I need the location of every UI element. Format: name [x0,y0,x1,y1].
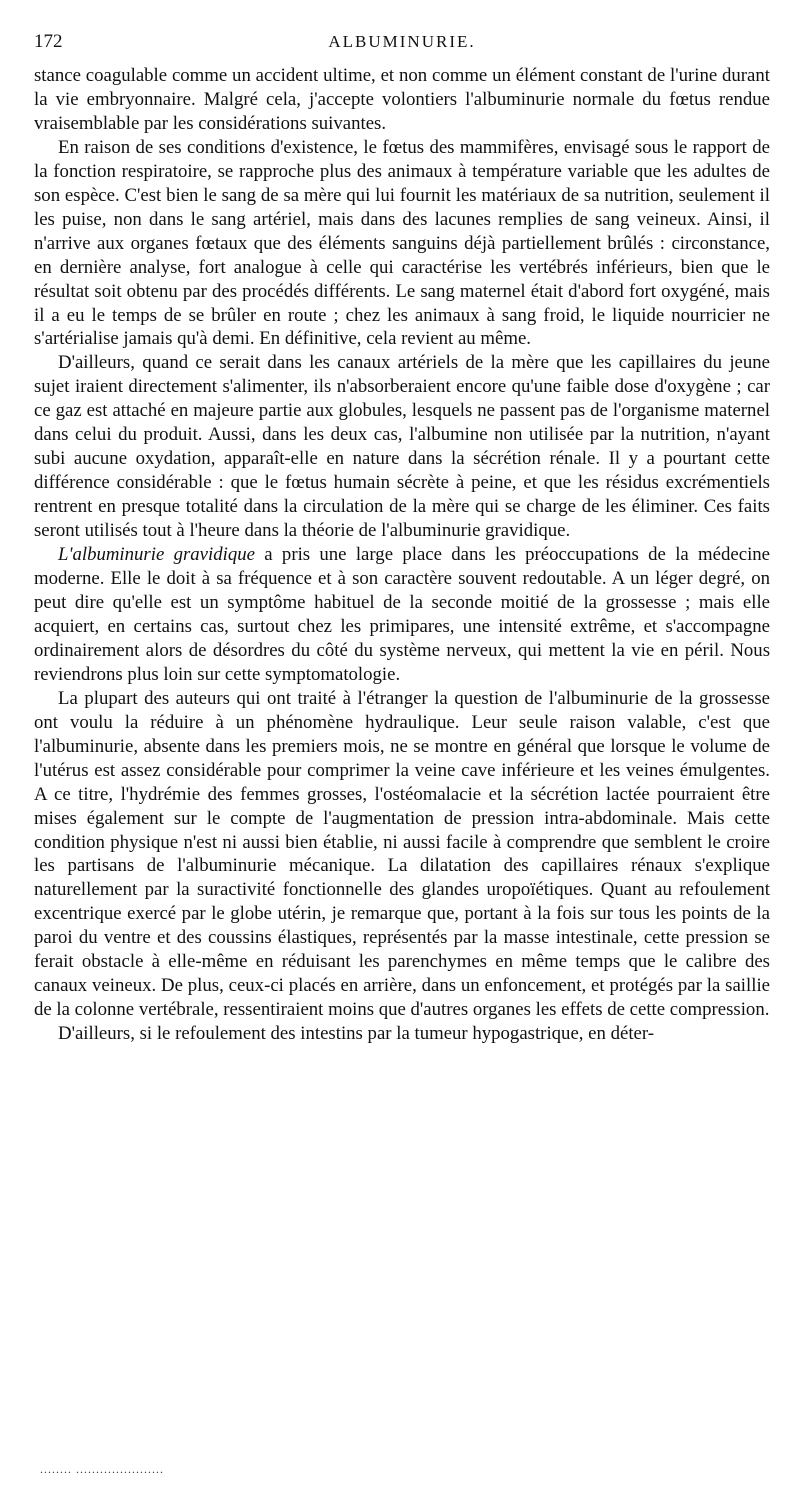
footer-dots: ........ ...................... [40,1462,164,1476]
paragraph-text: La plupart des auteurs qui ont traité à l'étranger la question de l'albuminurie de la grossesse ont voulu la réduire à un phénomène hydraulique. Leur seule raison valable, c'est que l'albuminurie, absente dans les premiers mois, ne se montre en général que lorsque le volume de l'utérus est assez considérable pour comprimer la veine cave inférieure et les veines émulgentes. A ce titre, l'hydrémie des femmes grosses, l'ostéomalacie et la sécrétion lactée pourraient être mises également sur le compte de l'augmentation de pression intra-abdominale. Mais cette condition physique n'est ni aussi bien établie, ni aussi facile à comprendre que semblent le croire les partisans de l'albuminurie mécanique. La dilatation des capillaires rénaux s'explique naturellement par la suractivité fonctionnelle des glandes uropoïétiques. Quant au refoulement excentrique exercé par le globe utérin, je remarque que, portant à la fois sur tous les points de la paroi du ventre et des coussins élastiques, représentés par la masse intestinale, cette pression se ferait obstacle à elle-même en réduisant les parenchymes en même temps que le calibre des canaux veineux. De plus, ceux-ci placés en arrière, dans un enfoncement, et protégés par la saillie de la colonne vertébrale, ressentiraient moins que d'autres organes les effets de cette compression. [34,687,770,1021]
paragraph-hydraulic-theory [34,687,770,1022]
paragraph-continuation [34,64,770,136]
paragraph-fetal-respiration [34,136,770,352]
italic-term: L'albuminurie gravidique [58,544,255,566]
paragraph-text: En raison de ses conditions d'existence, le fœtus des mammifères, envisagé sous le rapport de la fonction respiratoire, se rapproche plus des animaux à température variable que les adultes de son espèce. C'est bien le sang de sa mère qui lui fournit les matériaux de sa nutrition, seulement il les puise, non dans le sang artériel, mais dans des lacunes remplies de sang veineux. Ainsi, il n'arrive aux organes fœtaux que des éléments sanguins déjà partiellement brûlés : circonstance, en dernière analyse, fort analogue à celle qui caractérise les vertébrés inférieurs, bien que le résultat soit obtenu par des procédés différents. Le sang maternel était d'abord fort oxygéné, mais il a eu le temps de se brûler en route ; chez les animaux à sang froid, le liquide nourricier ne s'artérialise jamais qu'à demi. En définitive, cela revient au même. [34,136,770,350]
paragraph-text: a pris une large place dans les préoccupations de la médecine moderne. Elle le doit à sa fréquence et à son caractère souvent redoutable. A un léger degré, on peut dire qu'elle est un symptôme habituel de la seconde moitié de la grossesse ; mais elle acquiert, en certains cas, surtout chez les primipares, une intensité extrême, et s'accompagne ordinairement alors de désordres du côté du système nerveux, qui mettent la vie en péril. Nous reviendrons plus loin sur cette symptomatologie. [34,544,771,685]
body-text [34,64,770,1046]
paragraph-arterial-canals [34,351,770,543]
paragraph-intestines [34,1022,770,1046]
paragraph-text: D'ailleurs, quand ce serait dans les canaux artériels de la mère que les capillaires du jeune sujet iraient directement s'alimenter, ils n'absorberaient encore qu'une faible dose d'oxygène ; car ce gaz est attaché en majeure partie aux globules, lesquels ne passent pas de l'organisme maternel dans celui du produit. Aussi, dans les deux cas, l'albumine non utilisée par la nutrition, n'ayant subi aucune oxydation, apparaît-elle en nature dans la sécrétion rénale. Il y a pourtant cette différence considérable : que le fœtus humain sécrète à peine, et que les résidus excrémentiels rentrent en presque totalité dans la circulation de la mère qui se charge de les éliminer. Ces faits seront utilisés tout à l'heure dans la théorie de l'albuminurie gravidique. [34,352,770,542]
page-number: 172 [34,31,63,52]
paragraph-text: stance coagulable comme un accident ultime, et non comme un élément constant de l'urine durant la vie embryonnaire. Malgré cela, j'accepte volontiers l'albuminurie normale du fœtus rendue vraisemblable par les considérations suivantes. [34,65,770,134]
paragraph-text: D'ailleurs, si le refoulement des intestins par la tumeur hypogastrique, en déter- [58,1023,655,1045]
running-title: ALBUMINURIE. [328,32,476,51]
paragraph-gravidic-albuminuria [34,543,770,687]
running-head [34,30,770,54]
